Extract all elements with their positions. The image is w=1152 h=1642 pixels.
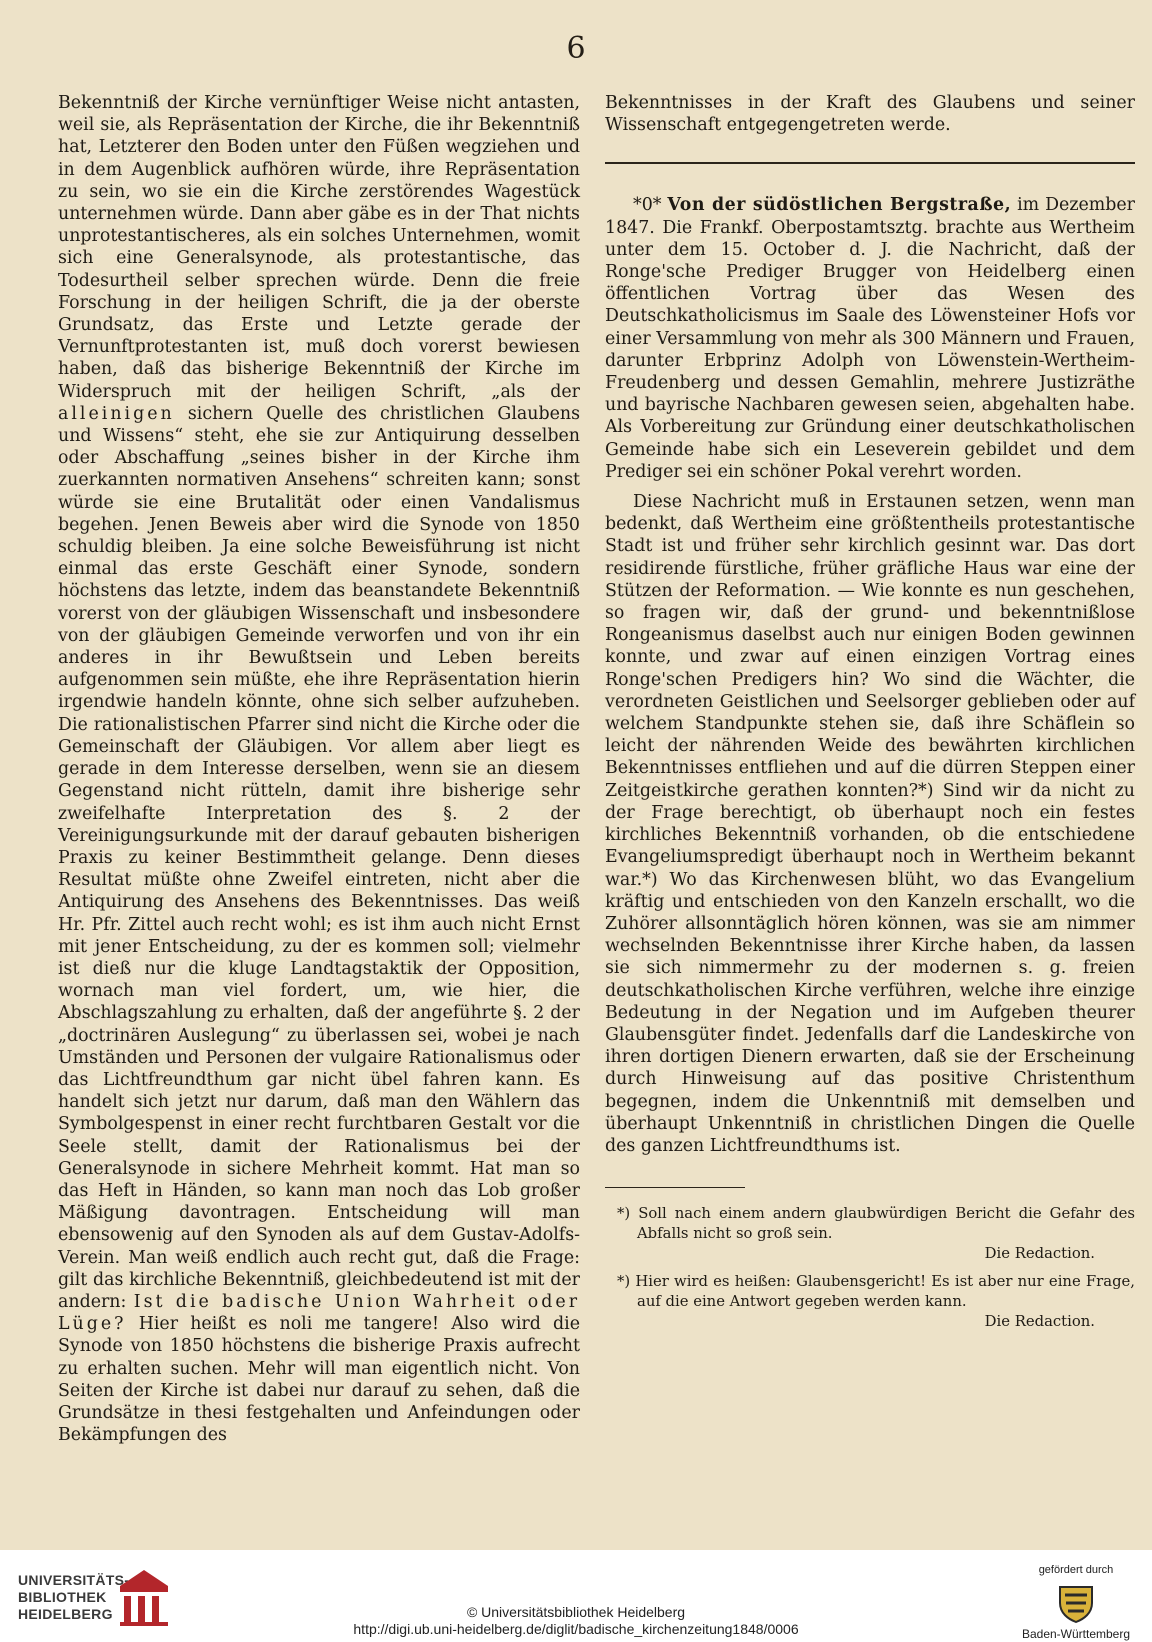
library-name-line-2: BIBLIOTHEK bbox=[18, 1589, 107, 1605]
left-column bbox=[58, 92, 580, 1446]
footnote-1-marker: *) bbox=[617, 1205, 631, 1223]
footer bbox=[0, 1550, 1152, 1642]
article-heading: Von der südöstlichen Bergstraße, bbox=[667, 195, 1012, 216]
left-paragraph-text: Bekenntniß der Kirche vernünftiger Weise nicht antasten, weil sie, als Repräsentation der Kirche, die ihr Bekenntniß hat, Letzterer den Boden unter den Füßen wegziehen und in dem Augenblick aufhören würde, ihre Repräsentation zu sein, wo sie ein die Kirche zerstörendes Wagestück unternehmen würde. Dann aber gäbe es in der That nichts unprotestantischeres, als ein solches Unternehmen, womit sich eine Generalsynode, als protestantische, das Todesurtheil selber sprechen würde. Denn die freie Forschung in der heiligen Schrift, die ja der oberste Grundsatz, das Erste und Letzte gerade der Vernunftprotestanten ist, muß doch vorerst bewiesen haben, daß das bisherige Bekenntniß der Kirche im Widerspruch mit der heiligen Schrift, „als der bbox=[58, 93, 580, 402]
left-paragraph-end: Hier heißt es noli me tangere! Also wird die Synode von 1850 höchstens die bisherige Praxis aufrecht zu erhalten suchen. Mehr will man eigentlich nicht. Von Seiten der Kirche ist dabei nur darauf zu sehen, daß die Grundsätze in thesi festgehalten und Anfeindungen oder Bekämpfungen des bbox=[58, 1314, 581, 1446]
page-number: 6 bbox=[566, 31, 586, 66]
footnote-1 bbox=[605, 1204, 1135, 1264]
library-name-line-1: UNIVERSITÄTS- bbox=[18, 1572, 130, 1588]
left-paragraph bbox=[58, 92, 580, 1446]
footnote-1-text: Soll nach einem andern glaubwürdigen Bericht die Gefahr des Abfalls nicht so groß sein. bbox=[637, 1205, 1135, 1243]
sponsor-block bbox=[1016, 1564, 1136, 1641]
article-paragraph-1: im Dezember 1847. Die Frankf. Oberpostamtsztg. brachte aus Wertheim unter dem 15. October d. J. die Nachricht, daß der Ronge'sche Prediger Brugger von Heidelberg einen öffentlichen Vortrag über das Wesen des Deutschkatholicismus im Saale des Löwensteiner Hofs vor einer Versammlung von mehr als 300 Männern und Frauen, darunter Erbprinz Adolph von Löwenstein-Wertheim-Freudenberg und dessen Gemahlin, mehrere Justizräthe und bayrische Nachbaren gewesen seien, abgehalten habe. Als Vorbereitung zur Gründung einer deutschkatholischen Gemeinde habe sich ein Leseverein gebildet und dem Prediger sei ein schöner Pokal verehrt worden. bbox=[605, 195, 1135, 482]
copyright-notice: © Universitätsbibliothek Heidelberg bbox=[466, 1604, 686, 1620]
left-paragraph-continuation: sichern Quelle des christlichen Glaubens und Wissens“ steht, ehe sie zur Antiquirung desselben oder Abschaffung „seines bisher in der Kirche ihm zuerkannten normativen Ansehens“ schreiten kann; sonst würde sie eine Brutalität oder einen Vandalismus begehen. Jenen Beweis aber wird die Synode von 1850 schuldig bleiben. Ja eine solche Beweisführung ist nicht einmal das erste Geschäft einer Synode, sondern höchstens das letzte, indem das beanstandete Bekenntniß vorerst von der gläubigen Wissenschaft und insbesondere von der gläubigen Gemeinde verworfen und von ihr ein anderes in ihr Bewußtsein und Leben bereits aufgenommen sein müßte, ehe ihre Repräsentation hierin irgendwie handeln könnte, ohne sich selber aufzuheben. Die rationalistischen Pfarrer sind nicht die Kirche oder die Gemeinschaft der Gläubigen. Vor allem aber liegt es gerade in dem Interesse derselben, wenn sie an diesem Gegenstand nicht rütteln, damit ihre bisherige sehr zweifelhafte Interpretation des §. 2 der Vereinigungsurkunde mit der darauf gebauten bisherigen Praxis zu keiner Bestimmtheit gelange. Denn dieses Resultat müßte ohne Zweifel eintreten, nicht aber die Antiquirung des Ansehens des Bekenntnisses. Das weiß Hr. Pfr. Zittel auch recht wohl; es ist ihm auch nicht Ernst mit jener Entscheidung, zu der es kommen soll; vielmehr ist dieß nur die kluge Landtagstaktik der Opposition, wornach man viel fordert, um, wie hier, die Abschlagszahlung zu erhalten, daß der angeführte §. 2 der „doctrinären Auslegung“ zu überlassen sei, wobei je nach Umständen und Personen der vulgaire Rationalismus oder das Lichtfreundthum gar nicht übel fahren kann. Es handelt sich jetzt nur darum, daß man den Wählern das Symbolgespenst in einer recht furchtbaren Gestalt vor die Seele stellt, damit der Rationalismus bei der Generalsynode in sichere Mehrheit kommt. Hat man so das Heft in Händen, so kann man noch das Lob großer Mäßigung davontragen. Entscheidung will man ebensowenig auf den Synoden als auf dem Gustav-Adolfs-Verein. Man weiß endlich auch recht gut, daß die Frage: gilt das kirchliche Bekenntniß, gleichbedeutend ist mit der andern: bbox=[58, 403, 581, 1312]
spaced-emphasis: alleinigen bbox=[58, 403, 175, 424]
footnote-divider bbox=[605, 1187, 745, 1188]
sponsor-name: Baden-Württemberg bbox=[1021, 1627, 1131, 1641]
article-paragraph-2: Diese Nachricht muß in Erstaunen setzen, wenn man bedenkt, daß Wertheim eine größtentheils protestantische Stadt ist und früher sehr kirchlich gesinnt war. Das dort residirende fürstliche, früher gräfliche Haus war eine der Stützen der Reformation. — Wie konnte es nun geschehen, so fragen wir, daß der grund- und bekenntnißlose Rongeanismus daselbst auch nur einigen Boden gewinnen konnte, und zwar auf einen einzigen Vortrag eines Ronge'schen Predigers hin? Wo sind die Wächter, die verordneten Geistlichen und Seelsorger geblieben oder auf welchem Standpunkte stehen sie, daß ihre Schäflein so leicht der nährenden Weide des bewährten kirchlichen Bekenntnisses entfliehen und auf die dürren Steppen einer Zeitgeistkirche gerathen konnten?*) Sind wir da nicht zu der Frage berechtigt, ob überhaupt noch ein festes kirchliches Bekenntniß vorhanden, ob die entschiedene Evangeliumspredigt überhaupt noch in Wertheim bekannt war.*) Wo das Kirchenwesen blüht, wo das Evangelium kräftig und entschieden von den Kanzeln erschallt, wo die Zuhörer allsonntäglich hören können, was sie am nimmer wechselnden Bekenntnisse ihrer Kirche haben, da lassen sie sich nimmermehr zu der modernen s. g. freien deutschkatholischen Kirche verführen, welche ihre einzige Bedeutung in der Negation und im Aufgeben theurer Glaubensgüter findet. Jedenfalls darf die Landeskirche von ihren dortigen Dienern erwarten, daß sie der Erscheinung durch Hinweisung auf das positive Christenthum begegnen, indem die Unkenntniß mit demselben und überhaupt Unkenntniß in christlichen Dingen die Quelle des ganzen Lichtfreundthums ist. bbox=[605, 492, 1135, 1156]
article-marker: *0* bbox=[633, 195, 662, 216]
article-first-paragraph bbox=[605, 194, 1135, 483]
sponsor-label: gefördert durch bbox=[1038, 1564, 1114, 1576]
footnote-1-signature: Die Redaction. bbox=[984, 1245, 1095, 1263]
union-question: Ist die badische Union Wahrheit oder Lüge? bbox=[58, 1291, 581, 1335]
right-column bbox=[605, 92, 1135, 1332]
footnote-2-signature: Die Redaction. bbox=[984, 1313, 1095, 1331]
footnote-2-text: Hier wird es heißen: Glaubensgericht! Es ist aber nur eine Frage, auf die eine Antwort gegeben werden kann. bbox=[635, 1273, 1135, 1311]
footnote-2 bbox=[605, 1272, 1135, 1332]
section-divider bbox=[605, 162, 1135, 164]
library-name-line-3: HEIDELBERG bbox=[18, 1606, 113, 1622]
permalink-url[interactable]: http://digi.ub.uni-heidelberg.de/diglit/badische_kirchenzeitung1848/0006 bbox=[353, 1621, 799, 1637]
footnote-2-marker: *) bbox=[617, 1273, 631, 1291]
continued-text: Bekenntnisses in der Kraft des Glaubens und seiner Wissenschaft entgegengetreten werde. bbox=[605, 93, 1135, 136]
baden-wuerttemberg-crest-icon[interactable] bbox=[1054, 1581, 1098, 1625]
